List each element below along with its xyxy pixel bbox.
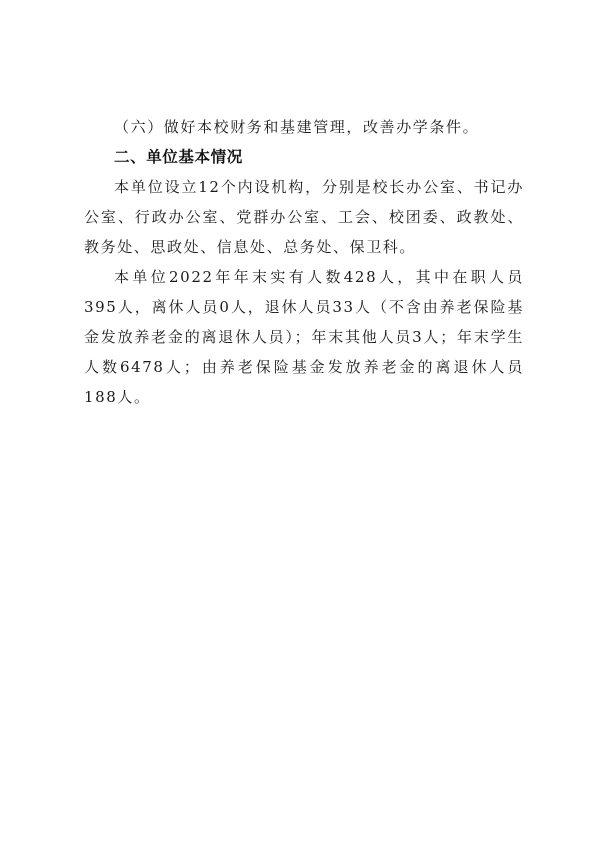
section-heading: 二、单位基本情况	[114, 148, 243, 166]
staff-paragraph: 本单位2022年年末实有人数428人，其中在职人员395人，离休人员0人，退休人员33人（不含由养老保险基金发放养老金的离退休人员）；年末其他人员3人；年末学生人数6478人；由养老保险基金发放养老金的离退休人员188人。	[84, 268, 524, 406]
item-six-paragraph: （六）做好本校财务和基建管理，改善办学条件。	[114, 118, 480, 136]
document-body	[84, 112, 524, 412]
institutions-paragraph: 本单位设立12个内设机构，分别是校长办公室、书记办公室、行政办公室、党群办公室、工会、校团委、政教处、教务处、思政处、信息处、总务处、保卫科。	[84, 178, 524, 256]
